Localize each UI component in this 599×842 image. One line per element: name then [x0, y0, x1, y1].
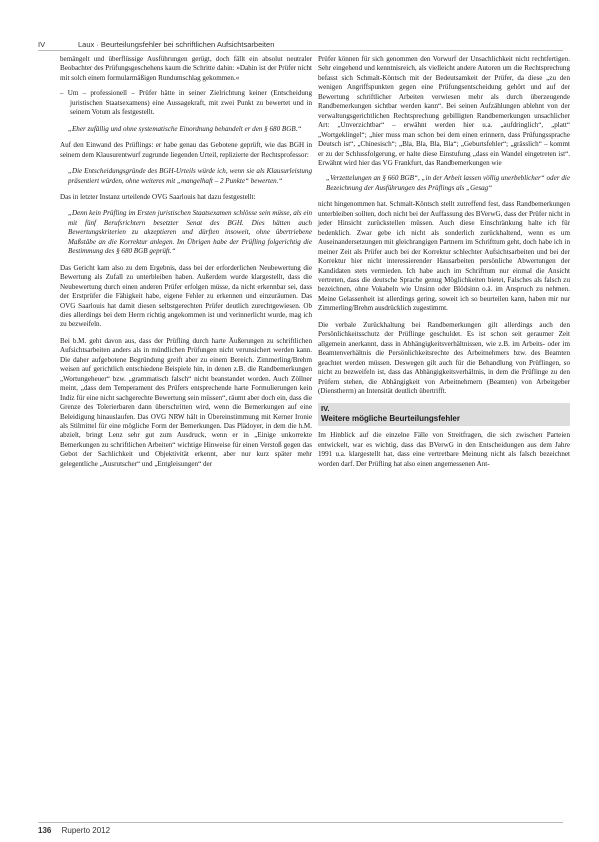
footer-rule: [38, 822, 563, 823]
paragraph: Die verbale Zurückhaltung bei Randbemerkungen gilt allerdings auch den Persönlichkeitsschutz der Prüflinge geschuldet. Es ist schon seit geraumer Zeit allgemein anerkannt, dass in Abhängigkeitsverhältnissen, wie z.B. im Arbeits- oder im Beamtenverhältnis die Persönlichkeitsrechte des Arbeitnehmers bzw. des Beamten geachtet werden müssen. Deswegen gilt auch für die Behandlung von Prüflingen, so nicht zu bezweifeln ist, dass das Abhängigkeitsverhältnis, in dem die Prüflinge zu den Prüfern stehen, die Abhängigkeit von Arbeitnehmern (Beamten) von Arbeitgeber (Dienstherrn) an Intensität deutlich übertrifft.: [318, 320, 570, 395]
header-number: IV: [38, 40, 46, 49]
section-title: Weitere mögliche Beurteilungsfehler: [318, 414, 570, 426]
block-quote: „Die Entscheidungsgründe des BGH-Urteils würde ich, wenn sie als Klausurleistung präsentiert würden, ohne weiteres mit „mangelhaft – 2 Punkte“ bewerten.“: [68, 167, 312, 185]
page-number: 136: [38, 826, 52, 835]
block-quote: „Denn kein Prüfling im Ersten juristischen Staatsexamen schlösse sein müsse, als ein mit fünf Berufsrichtern besetzter Senat des BGH. Dies hätten auch Bewertungskriterien zu akzeptieren und dürften insoweit, ohne übertriebene Maßstäbe an die Korrektur anlegen. Im Übrigen habe der Prüfling folgerichtig die Bestimmung des § 680 BGB geprüft.“: [68, 209, 312, 256]
page-footer: [38, 826, 110, 835]
paragraph: Auf den Einwand des Prüflings: er habe genau das Gebotene geprüft, wie das BGH in seinem dem Klausurentwurf zugrunde liegenden Urteil, replizierte der Rechtsprofessor:: [60, 141, 312, 159]
section-heading: [318, 403, 570, 426]
header-title: Laux · Beurteilungsfehler bei schriftlichen Aufsichtsarbeiten: [78, 40, 275, 49]
block-quote: „Eher zufällig und ohne systematische Einordnung behandelt er den § 680 BGB.“: [68, 124, 302, 133]
paragraph: Prüfer können für sich genommen den Vorwurf der Unsachlichkeit nicht rechtfertigen. Sehr eingehend und kenntnisreich, als vielleicht andere Autoren um die Rechtsprechung befasst sich Schmalt-Köntsch mit der Bedeutsamkeit der Prüfer, da diese „zu den wenigen Angriffspunkten gegen eine Prüfungsentscheidung gehört und auf der Bewertung schriftlicher Arbeiten verwiesen mehr als durch überzeugende Randbemerkungen sichtbar werden kann“. Bei seinen Aufzählungen ablehnt von der verwaltungsgerichtlichen Rechtsprechung gebilligten Randbemerkungen unsachlicher Art: „Unverzichtbar“ – erwähnt werden hier u.a. „aufdringlich“, „platt“ „Wortgeklingel“; „hier muss man schon bei dem einen erinnern, dass Prüfungssprache Deutsch ist“, „Chinesisch“; „Bla, Bla, Bla, Bla“; „Geburtsfehler“; „grässlich“ – kommt er zu der Schlussfolgerung, er halte diese Einstufung „dass ein Wandel eingetreten ist“. Erwähnt wird hier das VG Frankfurt, das Randbemerkungen wie: [318, 55, 570, 167]
paragraph: nicht hingenommen hat. Schmalt-Köntsch stellt zutreffend fest, dass Randbemerkungen unterbleiben sollten, doch nicht bei der Auffassung des BVerwG, dass der Prüfer nicht in jeder Hinsicht zurückstellen müssen. Auch diese Einschränkung halte ich für bedenklich. Zwar gebe ich nicht als sonderlich zurückhaltend, wenn es um Auseinandersetzungen mit gleichrangigen Partnern im Schrifttum geht, doch habe ich in meiner Zeit als Prüfer auch bei der Korrektur schlechter Aufsichtsarbeiten und bei der Korrektur hier nicht interessierender Hausarbeiten persönliche Abwertungen der Kandidaten stets vermieden. Ich habe auch im Schrifttum nur einmal die Ansicht vertreten, dass die deutsche Sprache genug Möglichkeiten bietet, Falsches als falsch zu bezeichnen, ohne Vokabeln wie Unsinn oder Blödsinn o.ä. im Anspruch zu nehmen. Meine Gelassenheit ist allerdings gering, soweit ich so beurteilen kann, haben mir nur Zimmerling/Brehm ausdrücklich zugestimmt.: [318, 200, 570, 313]
left-column: [60, 55, 312, 476]
header-rule: [38, 50, 563, 51]
right-column: [318, 55, 570, 475]
bullet-item: – Um – professionell – Prüfer hätte in seiner Zielrichtung keiner (Entscheidung juristischen Staatsexamens) eine Aussagekraft, mit zwei Punkt zu bewertet und in seinem Votum als festgestellt.: [60, 89, 312, 117]
paragraph: Im Hinblick auf die einzelne Fälle von Streitfragen, die sich zwischen Parteien entwickelt, war es wichtig, dass das BVerwG in den Entscheidungen aus dem Jahre 1991 u.a. klargestellt hat, dass eine vertretbare Meinung nicht als falsch bezeichnet worden darf. Der Prüfling hat also einen angemessenen Ant-: [318, 431, 570, 468]
paragraph: Bei b.M. geht davon aus, dass der Prüfling durch harte Äußerungen zu schriftlichen Aufsichtsarbeiten anders als in mündlichen Prüfungen nicht verunsichert werden kann. Die daher aufgebotene Begründung greift aber zu einem Bereich. Zimmerling/Brehm weisen auf gerichtlich entschiedene Beispiele hin, in denen z.B. die Randbemerkungen „Wortungeheuer“ bzw. „grammatisch falsch“ nicht beanstandet worden. Auch Zöllner meint, „dass dem Temperament des Prüfers entsprechende harte Formulierungen kein Indiz für eine nicht sachgerechte Bewertung sein müssen“, räumt aber doch ein, dass die Grenze des Tolerierbaren dann überschritten wird, wenn die Bemerkungen auf eine Beleidigung hinauslaufen. Das OVG NRW hält in Übereinstimmung mit Kerner Ironie als Stilmittel für eine mögliche Form der Bemerkungen. Das Plädoyer, in dem die h.M. abzielt, bringt Lenz sehr gut zum Ausdruck, wenn er in „Einige unkorrekte Bemerkungen zu schriftlichen Arbeiten“ wichtige Hinweise für einen Verstoß gegen das Gebot der Sachlichkeit und Objektivität erkennt, aber nur kurz später mehr gelegentliche „Ausrutscher“ und „Entgleisungen“ der: [60, 336, 312, 468]
block-quote: „Verzettelungen an § 660 BGB“, „in der Arbeit lassen völlig unerbeblicher“ oder die Bezeichnung der Ausführungen des Prüflings als „Gesag“: [326, 174, 570, 192]
paragraph: bemängelt und überflüssige Ausführungen gerügt, doch fällt ein absolut neutraler Beobachter des Prüfungsgeschehens kaum die Schritte dahin: »Dahin ist der Prüfer nicht mit solch einem formularmäßigen Rundumschlag gekommen.«: [60, 55, 312, 82]
paragraph: Das Gericht kam also zu dem Ergebnis, dass bei der erforderlichen Neubewertung die Bewertung als Zufall zu unterbleiben haben. Außerdem wurde klargestellt, dass die Neubewertung durch einen anderen Prüfer erfolgen müsse, da nicht erkennbar sei, dass der Erstprüfer die Fähigkeit habe, eigene Fehler zu erkennen und einzuräumen. Das OVG Saarlouis hat damit diesen selbstgerechten Prüfer deutlich zurechtgewiesen. Ob dies allerdings bei dem Herrn richtig angekommen ist und verinnerlicht wurde, mag ich zu bezweifeln.: [60, 263, 312, 329]
paragraph: Das in letzter Instanz urteilende OVG Saarlouis hat dazu festgestellt:: [60, 192, 256, 201]
section-number: IV.: [318, 403, 570, 414]
publication-name: Ruperto 2012: [61, 826, 111, 835]
